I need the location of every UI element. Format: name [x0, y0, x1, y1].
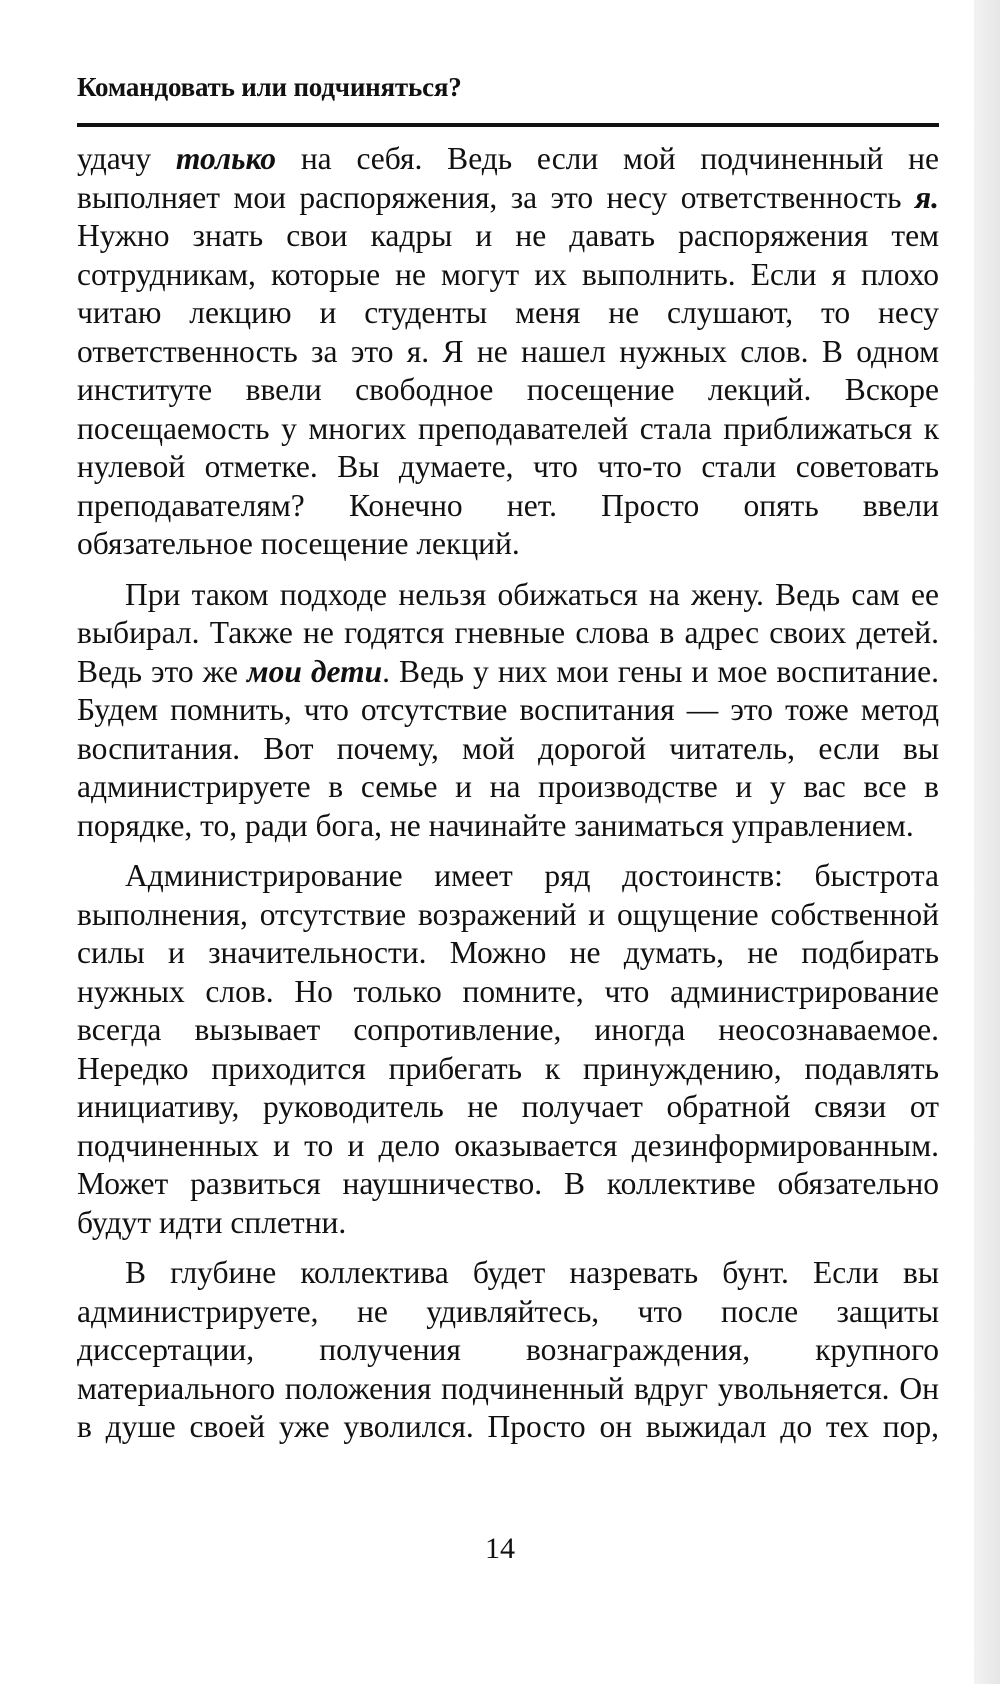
paragraph-2-text-a: При таком подходе нельзя обижаться на жену. Ведь сам ее выбирал. Также не годятся гневные слова в адрес своих детей. Ведь это же [77, 576, 939, 689]
paragraph-2 [77, 576, 939, 846]
paragraph-1-text-c: на себя. Ведь если мой подчиненный не выполняет мои распоряжения, за это несу ответственность [77, 141, 939, 215]
page-number: 14 [485, 1532, 515, 1565]
paragraph-2-text-c: . Ведь у них мои гены и мое воспитание. Будем помнить, что отсутствие воспитания — это тоже метод воспитания. Вот почему, мой дорогой читатель, если вы администрируете в семье и на производстве и у вас все в порядке, то, ради бога, не начинайте заниматься управлением. [77, 653, 940, 843]
header-rule [77, 123, 939, 127]
body-text [77, 140, 939, 1459]
running-head: Командовать или подчиняться? [77, 72, 462, 102]
paragraph-1-text-e: Нужно знать свои кадры и не давать распоряжения тем сотрудникам, которые не могут их выполнить. Если я плохо читаю лекцию и студенты меня не слушают, то несу ответственность за это я. Я не нашел нужных слов. В одном институте ввели свободное посещение лекций. Вскоре посещаемость у многих преподавателей стала приближаться к нулевой отметке. Вы думаете, что что-то стали советовать преподавателям? Конечно нет. Просто опять ввели обязательное посещение лекций. [77, 218, 939, 561]
emphasis-i: я. [914, 179, 939, 215]
paragraph-3: Администрирование имеет ряд достоинств: быстрота выполнения, отсутствие возражений и ощущение собственной силы и значительности. Можно не думать, не подбирать нужных слов. Но только помните, что администрирование всегда вызывает сопротивление, иногда неосознаваемое. Нередко приходится прибегать к принуждению, подавлять инициативу, руководитель не получает обратной связи от подчиненных и то и дело оказывается дезинформированным. Может развиться наушничество. В коллективе обязательно будут идти сплетни. [77, 858, 939, 1240]
paragraph-1 [77, 140, 939, 564]
paragraph-4: В глубине коллектива будет назревать бунт. Если вы администрируете, не удивляйтесь, что после защиты диссертации, получения вознаграждения, крупного материального положения подчиненный вдруг увольняется. Он в душе своей уже уволился. Просто он выжидал до тех пор, [77, 1255, 939, 1444]
emphasis-my-children: мои дети [247, 653, 383, 689]
emphasis-only: только [175, 141, 277, 176]
page-edge-shadow [974, 0, 1000, 1684]
paragraph-1-text-a: удачу [77, 141, 176, 176]
